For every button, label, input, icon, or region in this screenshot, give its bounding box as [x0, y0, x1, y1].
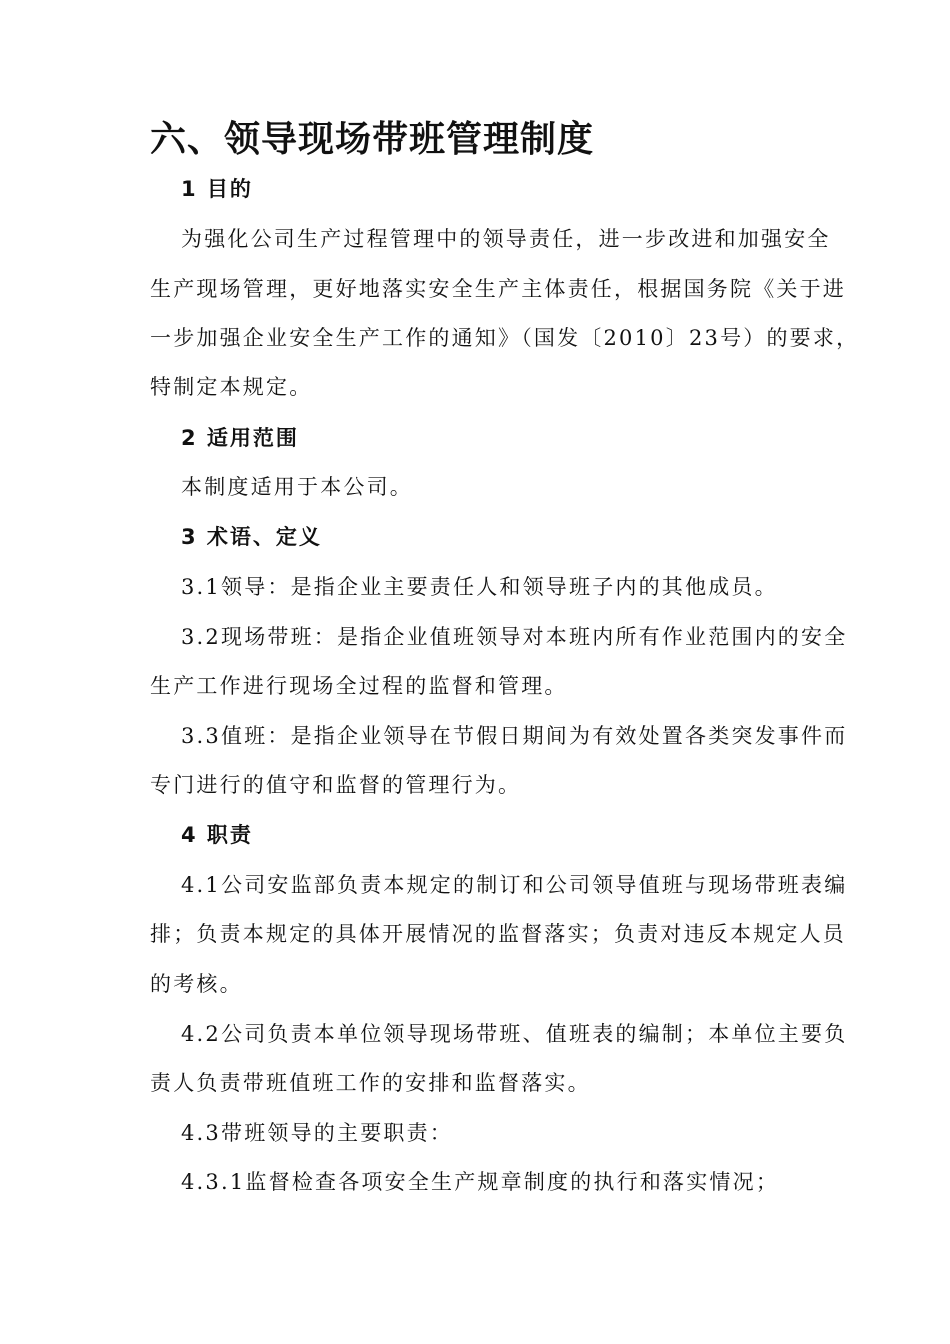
paragraph-line: 3.3值班：是指企业领导在节假日期间为有效处置各类突发事件而 — [181, 724, 848, 748]
paragraph-line: 责人负责带班值班工作的安排和监督落实。 — [150, 1071, 591, 1095]
paragraph-line: 为强化公司生产过程管理中的领导责任，进一步改进和加强安全 — [181, 227, 831, 251]
paragraph-line: 一步加强企业安全生产工作的通知》（国发〔2010〕23号）的要求， — [150, 326, 860, 350]
section-heading-terms: 3 术语、定义 — [181, 525, 322, 549]
paragraph-line: 生产工作进行现场全过程的监督和管理。 — [150, 674, 568, 698]
paragraph-line: 3.2现场带班：是指企业值班领导对本班内所有作业范围内的安全 — [181, 625, 848, 649]
paragraph-line: 4.3.1监督检查各项安全生产规章制度的执行和落实情况； — [181, 1170, 780, 1194]
paragraph-line: 的考核。 — [150, 972, 243, 996]
paragraph-line: 3.1领导：是指企业主要责任人和领导班子内的其他成员。 — [181, 575, 778, 599]
paragraph-line: 生产现场管理，更好地落实安全生产主体责任，根据国务院《关于进 — [150, 277, 846, 301]
section-heading-scope: 2 适用范围 — [181, 426, 299, 450]
paragraph-line: 本制度适用于本公司。 — [181, 475, 413, 499]
paragraph-line: 4.2公司负责本单位领导现场带班、值班表的编制；本单位主要负 — [181, 1022, 848, 1046]
paragraph-line: 专门进行的值守和监督的管理行为。 — [150, 773, 522, 797]
section-heading-duties: 4 职责 — [181, 823, 253, 847]
section-heading-purpose: 1 目的 — [181, 177, 253, 201]
document-title: 六、领导现场带班管理制度 — [150, 119, 595, 160]
paragraph-line: 特制定本规定。 — [150, 375, 313, 399]
paragraph-line: 4.3带班领导的主要职责： — [181, 1121, 453, 1145]
paragraph-line: 4.1公司安监部负责本规定的制订和公司领导值班与现场带班表编 — [181, 873, 848, 897]
paragraph-line: 排；负责本规定的具体开展情况的监督落实；负责对违反本规定人员 — [150, 922, 846, 946]
